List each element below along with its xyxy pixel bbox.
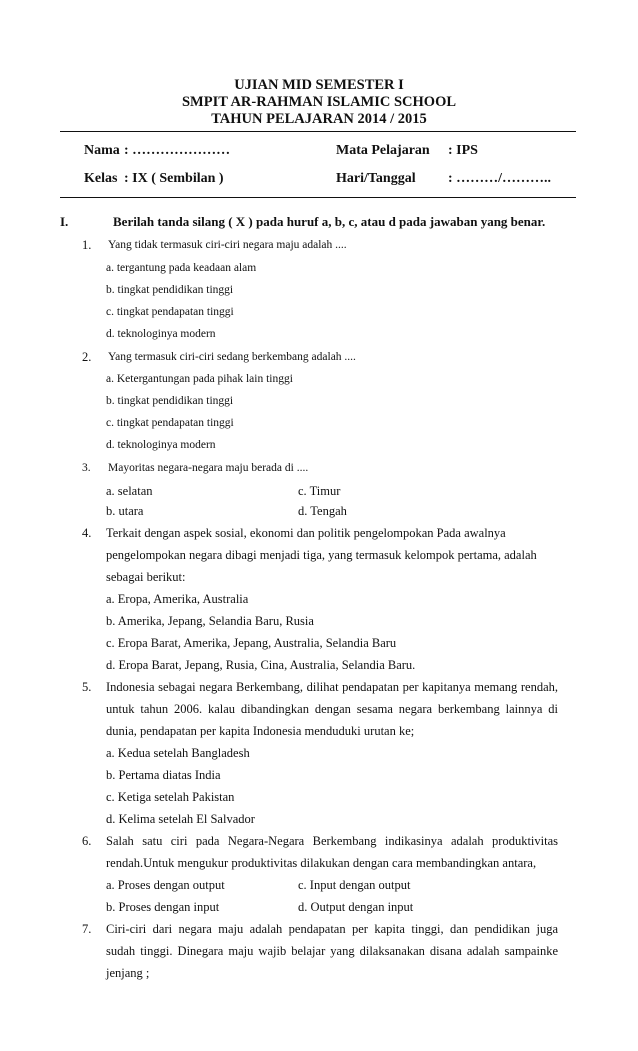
question-number: 1.: [82, 238, 92, 252]
subject-label: Mata Pelajaran: [336, 143, 430, 158]
top-rule: [60, 131, 576, 132]
question-text-line: rendah.Untuk mengukur produktivitas dilakukan dengan cara membandingkan antara,: [106, 856, 537, 870]
option-a: a. tergantung pada keadaan alam: [106, 262, 257, 274]
option-c: c. tingkat pendapatan tinggi: [106, 306, 234, 318]
subject-value: : IPS: [448, 143, 478, 158]
question-text: Mayoritas negara-negara maju berada di ....: [108, 462, 309, 474]
question-number: 2.: [82, 350, 92, 364]
option-a: a. Proses dengan output: [106, 878, 225, 892]
option-b: b. Amerika, Jepang, Selandia Baru, Rusia: [106, 614, 314, 628]
question-text-line: untuk tahun 2006. kalau dibandingkan dengan sesama negara berkembang lainnya di: [106, 702, 558, 716]
option-d: d. teknologinya modern: [106, 328, 216, 340]
exam-title: UJIAN MID SEMESTER I: [234, 77, 404, 93]
date-label: Hari/Tanggal: [336, 171, 416, 186]
option-c: c. Input dengan output: [298, 878, 411, 892]
question-text-line: jenjang ;: [106, 966, 150, 980]
option-a: a. Eropa, Amerika, Australia: [106, 592, 249, 606]
class-label: Kelas: [84, 171, 118, 186]
question-text-line: Salah satu ciri pada Negara-Negara Berkembang indikasinya adalah produktivitas: [106, 834, 558, 848]
question-text-line: sudah tinggi. Dinegara maju wajib belajar yang dilaksanakan disana adalah sampainke: [106, 944, 558, 958]
question-text-line: Ciri-ciri dari negara maju adalah pendapatan per kapita tinggi, dan pendidikan juga: [106, 922, 558, 936]
question-text-line: pengelompokan negara dibagi menjadi tiga, yang termasuk kelompok pertama, adalah: [106, 548, 537, 562]
question-number: 4.: [82, 526, 92, 540]
option-b: b. Pertama diatas India: [106, 768, 221, 782]
class-value: : IX ( Sembilan ): [124, 171, 224, 186]
option-a: a. selatan: [106, 484, 153, 498]
section-number: I.: [60, 214, 69, 229]
option-a: a. Kedua setelah Bangladesh: [106, 746, 250, 760]
option-d: d. teknologinya modern: [106, 439, 216, 451]
option-c: c. tingkat pendapatan tinggi: [106, 417, 234, 429]
question-text-line: dunia, pendapatan per kapita Indonesia menduduki urutan ke;: [106, 724, 415, 738]
question-number: 6.: [82, 834, 92, 848]
question-text: Yang termasuk ciri-ciri sedang berkembang adalah ....: [108, 351, 356, 363]
option-b: b. Proses dengan input: [106, 900, 220, 914]
option-c: c. Timur: [298, 484, 341, 498]
option-a: a. Ketergantungan pada pihak lain tinggi: [106, 373, 293, 385]
section-instruction: Berilah tanda silang ( X ) pada huruf a, b, c, atau d pada jawaban yang benar.: [113, 214, 546, 229]
name-label: Nama: [84, 143, 120, 158]
option-c: c. Eropa Barat, Amerika, Jepang, Australia, Selandia Baru: [106, 636, 397, 650]
option-d: d. Eropa Barat, Jepang, Rusia, Cina, Australia, Selandia Baru.: [106, 658, 416, 672]
question-text: Yang tidak termasuk ciri-ciri negara maju adalah ....: [108, 239, 347, 251]
question-text-line: sebagai berikut:: [106, 570, 186, 584]
bottom-rule: [60, 197, 576, 198]
question-text-line: Terkait dengan aspek sosial, ekonomi dan politik pengelompokan Pada awalnya: [106, 526, 506, 540]
option-c: c. Ketiga setelah Pakistan: [106, 790, 235, 804]
option-d: d. Kelima setelah El Salvador: [106, 812, 255, 826]
question-number: 3.: [82, 462, 91, 474]
question-number: 5.: [82, 680, 92, 694]
option-d: d. Output dengan input: [298, 900, 414, 914]
question-text-line: Indonesia sebagai negara Berkembang, dilihat pendapatan per kapitanya memang rendah,: [106, 680, 558, 694]
option-b: b. utara: [106, 504, 144, 518]
question-number: 7.: [82, 922, 92, 936]
date-field: : ………/………..: [448, 171, 552, 186]
option-b: b. tingkat pendidikan tinggi: [106, 284, 234, 296]
name-field: : …………………: [124, 143, 231, 158]
school-name: SMPIT AR-RAHMAN ISLAMIC SCHOOL: [181, 94, 457, 110]
option-b: b. tingkat pendidikan tinggi: [106, 395, 234, 407]
option-d: d. Tengah: [298, 504, 347, 518]
academic-year: TAHUN PELAJARAN 2014 / 2015: [211, 111, 427, 127]
